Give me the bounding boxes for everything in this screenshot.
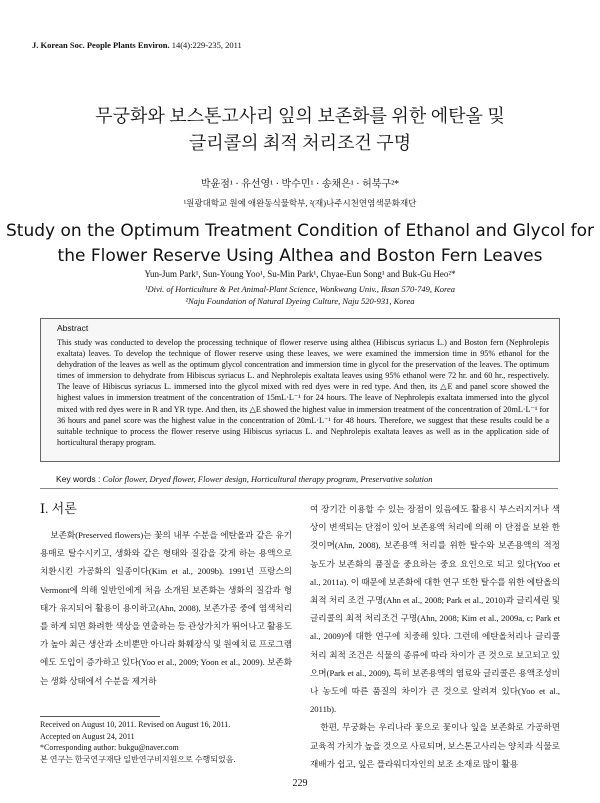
abstract-text: This study was conducted to develop the processing technique of flower reserve using althea (Hibiscus syriacus L.) and Boston fern (Nephrolepis exaltata) leaves. To develop the technique of flower reserve using these leaves, we were examined the immersion time in 95% ethanol for the dehydration of the leaves as well as the optimum glycol concentration and immersion time in glycol for the preservation of the leaves. The optimum times of immersion to dehydrate from Hibiscus syriacus L. and Nephrolepis exaltata leaves using 95% ethanol were 72 hr. and 60 hr., respectively. The leave of Hibiscus syriacus L. immersed into the glycol mixed with red dyes were in red type. And then, its △E and panel score showed the highest values in immersion treatment of the concentration of 15mL·L⁻¹ for 24 hours. The leave of Nephrolepis exaltata immersed into the glycol mixed with red dyes were in R and YR type. And then, its △E showed the highest value in immersion treatment of the concentration of 20mL·L⁻¹ for 36 hours and panel score was the highest value in the concentration of 20mL·L⁻¹ for 48 hours. Therefore, we suggest that these results could be a suitable technique to process the flower reserve using Hibiscus syriacus L. and Nephrolepis exaltata leaves as well as in the application side of horticultural therapy program.	[57, 338, 549, 447]
left-column	[40, 526, 292, 690]
page-number: 229	[292, 778, 308, 789]
keywords-text: Color flower, Dryed flower, Flower design, Horticultural therapy program, Preservative solution	[102, 474, 433, 484]
footnote-received: Received on August 10, 2011. Revised on August 16, 2011.	[40, 720, 231, 729]
korean-title-line2: 글리콜의 최적 처리조건 구명	[188, 133, 412, 153]
keywords-label: Key words :	[56, 474, 101, 484]
intro-paragraph-continued: 여 장기간 이용할 수 있는 장점이 있음에도 활용시 부스러지거나 색상이 변색되는 단점이 있어 보존용액 처리에 의해 이 단점을 보완 한 것이며(Ahn, 2008), 보존용액 처리를 위한 탈수와 보존용액의 적정 농도가 보존화의 품질을 중요하는 중요 요인으로 되고 있다(Yoo et al., 2011a). 이 때문에 보존화에 대한 연구 또한 탈수를 위한 에탄올의 최적 처리 조건 구명(Ahn et al., 2008; Park et al., 2010)과 글리세린 및 글리콜의 최적 처리조건 구명(Ahn, 2008; Kim et al., 2009a, c; Park et al., 2009)에 대한 연구에 치중해 있다. 그런데 에탄올처리나 글리콜 처리 최적 조건은 식물의 종류에 따라 차이가 큰 것으로 보고되고 있으며(Park et al., 2009), 특히 보존용액의 염료와 글리콜은 용액조성비나 농도에 따른 품질의 차이가 큰 것으로 알려져 있다(Yoo et al., 2011b).	[310, 504, 560, 715]
footnote-corresponding: *Corresponding author: bukgu@naver.com	[40, 743, 179, 752]
journal-citation	[32, 40, 242, 50]
korean-title	[0, 103, 600, 157]
keywords	[56, 474, 576, 484]
right-column	[310, 500, 560, 773]
english-authors: Yun-Jum Park¹, Sun-Young Yoo¹, Su-Min Park¹, Chyae-Eun Song¹ and Buk-Gu Heo²*	[144, 269, 456, 279]
english-title	[0, 219, 600, 269]
footnote-funding: 본 연구는 한국연구재단 일반연구비지원으로 수행되었음.	[40, 754, 236, 764]
english-affiliation-line2: ²Naju Foundation of Natural Dyeing Culture, Naju 520-931, Korea	[185, 296, 415, 306]
journal-volume: 14(4):229-235, 2011	[171, 40, 242, 50]
korean-title-line1: 무궁화와 보스톤고사리 잎의 보존화를 위한 에탄올 및	[95, 106, 505, 126]
english-title-line1: Study on the Optimum Treatment Condition of Ethanol and Glycol for	[6, 221, 594, 241]
footnotes	[40, 719, 300, 765]
intro-paragraph-2: 한편, 무궁화는 우리나라 꽃으로 꽃이나 잎을 보존화로 가공하면 교육적 가치가 높을 것으로 사료되며, 보스톤고사리는 양치과 식물로 재배가 쉽고, 잎은 플라워디자인의 보조 소재로 많이 활용	[310, 722, 560, 769]
section-heading: Ⅰ. 서론	[40, 501, 77, 516]
abstract-heading: Abstract	[57, 323, 89, 333]
intro-paragraph: 보존화(Preserved flowers)는 꽃의 내부 수분을 에탄올과 같은 유기용매로 탈수시키고, 생화와 같은 형태와 질감을 갖게 하는 용액으로 치환시킨 가공화의 일종이다(Kim et al., 2009b). 1991년 프랑스의 Vermont에 의해 일반인에게 처음 소개된 보존화는 생화의 질감과 형태가 유지되어 활용이 용이하고(Ahn, 2008), 보존가공 중에 염색처리를 하게 되면 화려한 색상을 연출하는 등 관상가치가 뛰어나고 활용도가 높아 최근 생산과 소비뿐만 아니라 화훼장식 및 원예치료 프로그램에도 도입이 증가하고 있다(Yoo et al., 2009; Yoon et al., 2009). 보존화는 생화 상태에서 수분을 제거하	[40, 530, 292, 686]
footnote-divider	[40, 716, 160, 717]
english-affiliation	[0, 283, 600, 307]
footnote-accepted: Accepted on August 24, 2011	[40, 731, 135, 741]
korean-authors: 박윤점¹ · 유선영¹ · 박수민¹ · 송채은¹ · 허북구²*	[200, 179, 400, 190]
korean-affiliation: ¹원광대학교 원예 애완동식물학부, ²(재)나주시천연염색문화재단	[183, 198, 417, 208]
english-title-line2: the Flower Reserve Using Althea and Boston Fern Leaves	[57, 246, 543, 266]
abstract-box	[40, 318, 560, 462]
journal-name: J. Korean Soc. People Plants Environ.	[32, 40, 170, 50]
english-affiliation-line1: ¹Divi. of Horticulture & Pet Animal-Plant Science, Wonkwang Univ., Iksan 570-749, Korea	[144, 284, 456, 294]
section-divider	[40, 488, 558, 489]
